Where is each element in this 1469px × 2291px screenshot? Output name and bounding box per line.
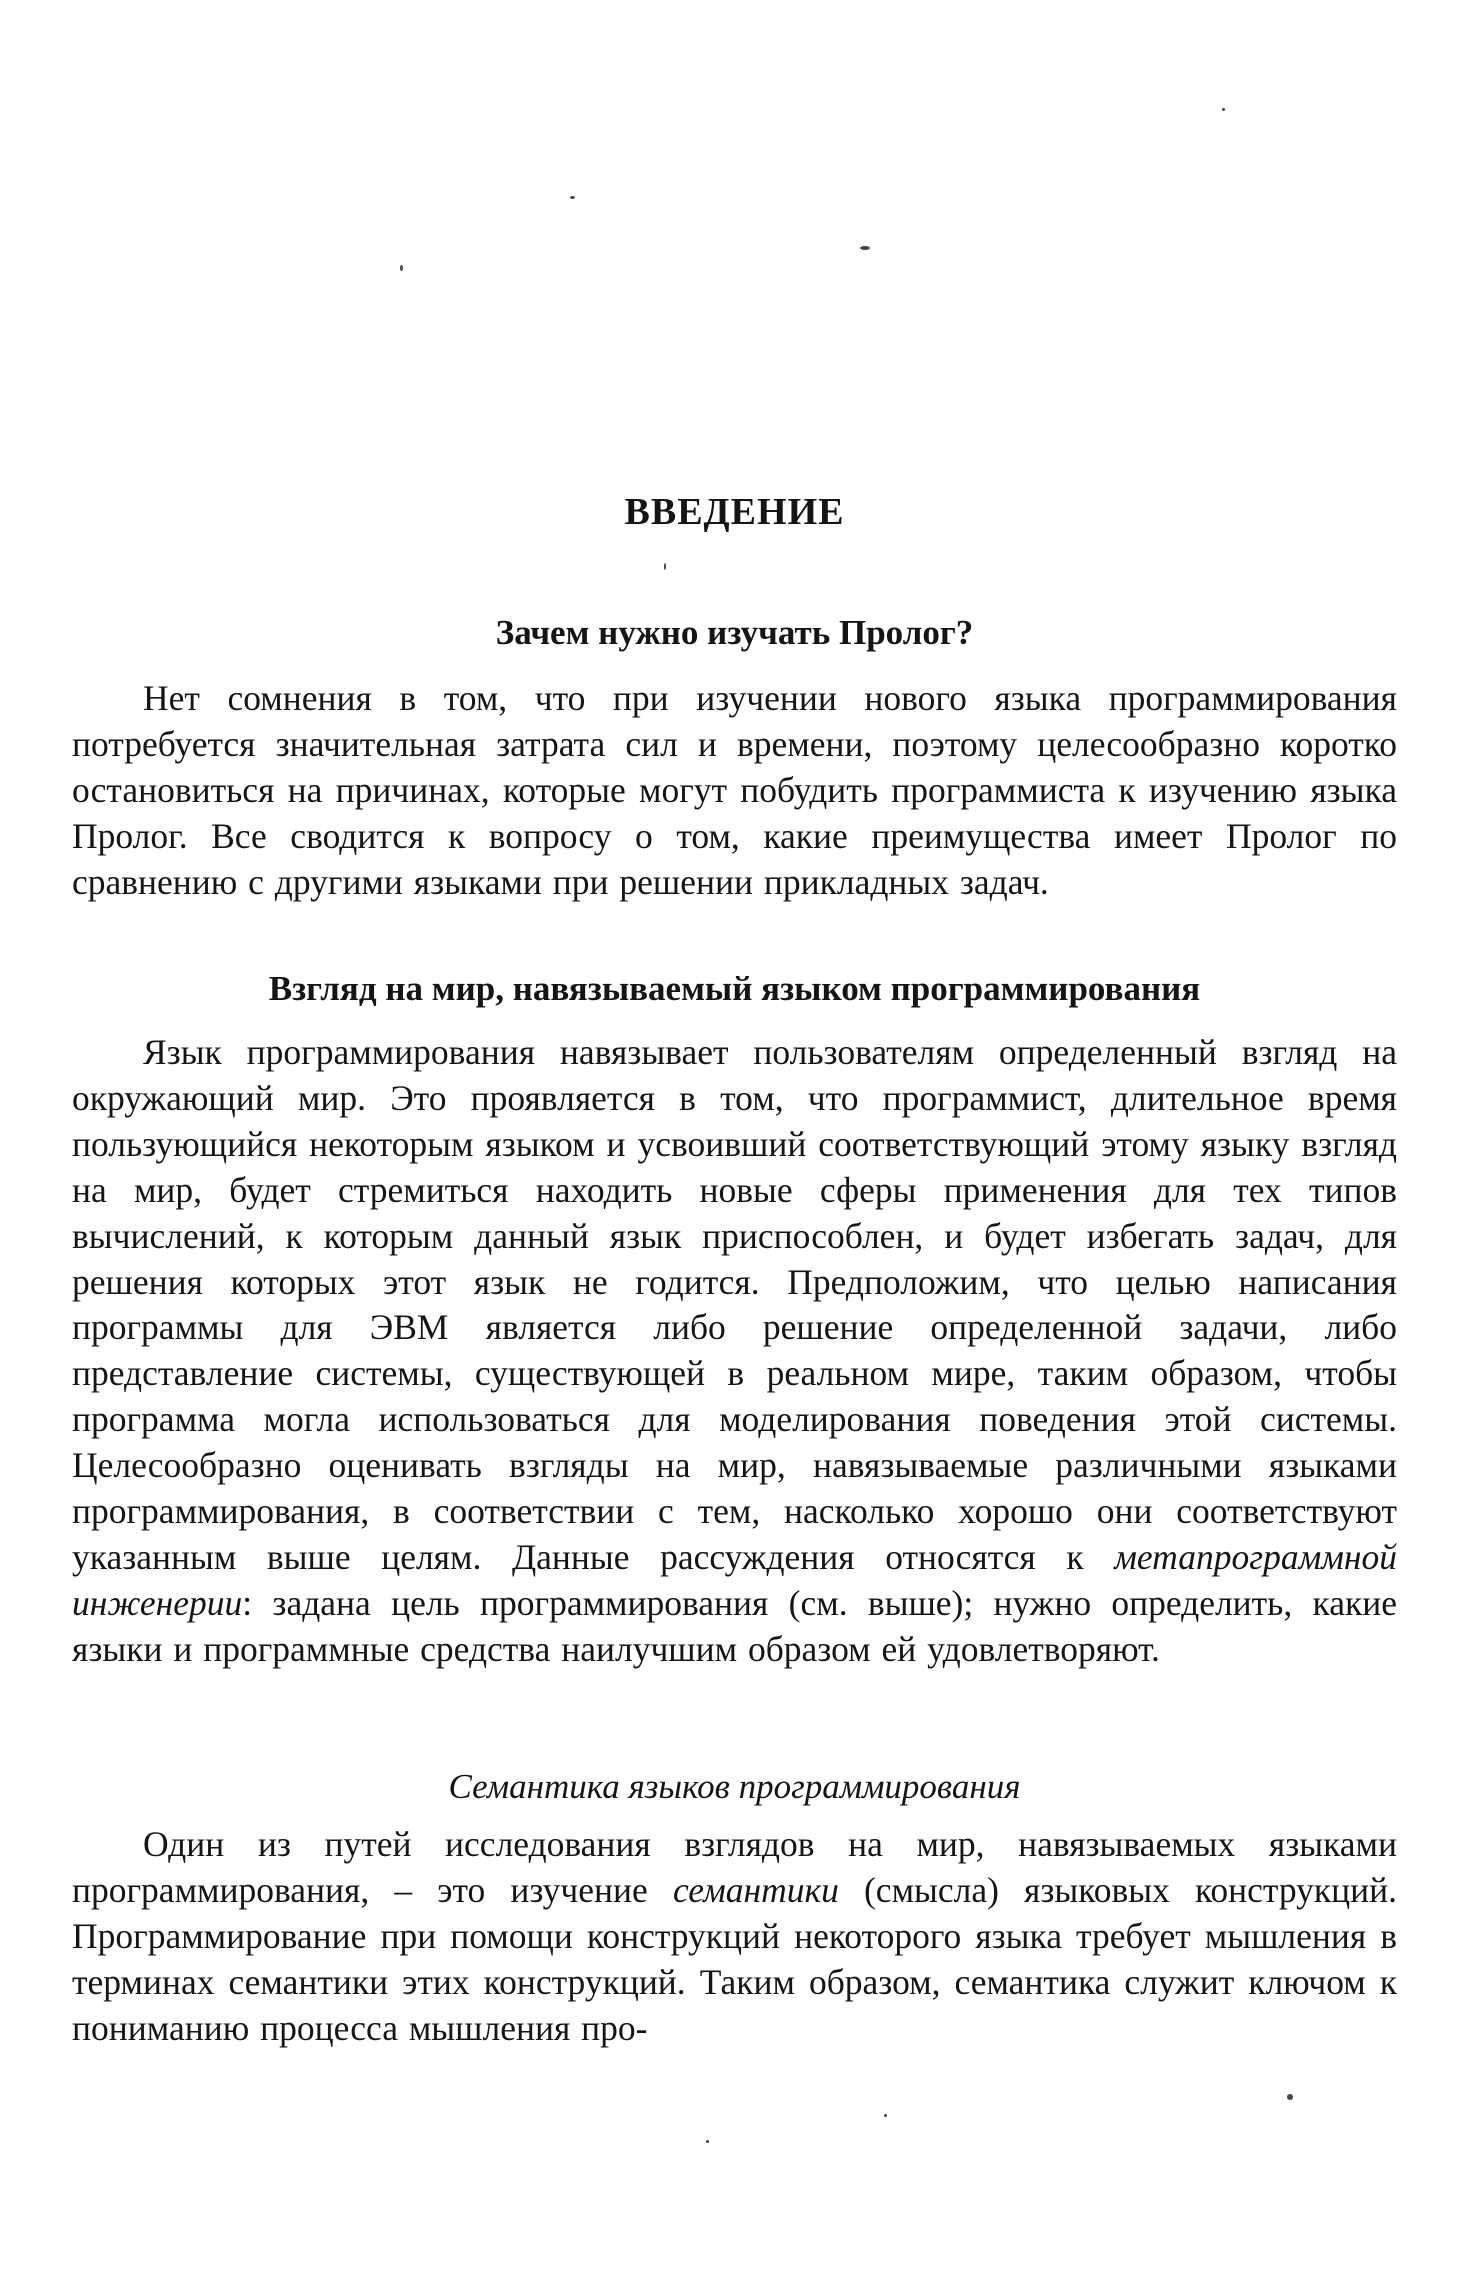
section-heading-world-view: Взгляд на мир, навязываемый языком программирования [268,969,1201,1008]
scan-speck [570,196,575,199]
scan-speck [664,563,666,570]
term-metaprogramming-engineering: метапрограммной инженерии [72,1536,1397,1623]
scan-speck [1287,2094,1293,2100]
scan-speck [884,2114,887,2117]
paragraph-world-view [72,1030,1397,1673]
scan-speck [860,246,870,250]
scan-speck [706,2140,709,2143]
scan-speck [1222,108,1225,111]
paragraph-why-prolog: Нет сомнения в том, что при изучении нового языка программирования потребуется значительная затрата сил и времени, поэтому целесообразно коротко остановиться на причинах, которые могут побудить программиста к изучению языка Пролог. Все сводится к вопросу о том, какие преимущества имеет Пролог по сравнению с другими языками при решении прикладных задач. [72,678,1397,902]
paragraph-world-view-text-1: Язык программирования навязывает пользователям определенный взгляд на окружающий мир. Это проявляется в том, что программист, длительное время пользующийся некоторым языком и усвоивший соответствующий этому языку взгляд на мир, будет стремиться находить новые сферы применения для тех типов вычислений, к которым данный язык приспособлен, и будет избегать задач, для решения которых этот язык не годится. Предположим, что целью написания программы для ЭВМ является либо решение определенной задачи, либо представление системы, существующей в реальном мире, таким образом, чтобы программа могла использоваться для моделирования поведения этой системы. Целесообразно оценивать взгляды на мир, навязываемые различными языками программирования, в соответствии с тем, насколько хорошо они соответствуют указанным выше целям. Данные рассуждения относятся к [72,1032,1397,1577]
paragraph-world-view-text-2: : задана цель программирования (см. выше); нужно определить, какие языки и программные средства наилучшим образом ей удовлетворяют. [72,1582,1397,1669]
section-heading-why-prolog: Зачем нужно изучать Пролог? [495,613,974,652]
chapter-title: ВВЕДЕНИЕ [624,491,845,533]
section-heading-semantics: Семантика языков программирования [448,1767,1021,1806]
paragraph-semantics [72,1822,1397,2052]
term-semantics: семантики [672,1869,839,1910]
paragraph-semantics-text-2: (смысла) языковых конструкций. Программирование при помощи конструкций некоторого языка требует мышления в терминах семантики этих конструкций. Таким образом, семантика служит ключом к пониманию процесса мышления про- [72,1869,1397,2048]
scan-speck [400,265,403,271]
paragraph-semantics-text-1: Один из путей исследования взглядов на мир, навязываемых языками программирования, – это изучение [72,1824,1397,1910]
